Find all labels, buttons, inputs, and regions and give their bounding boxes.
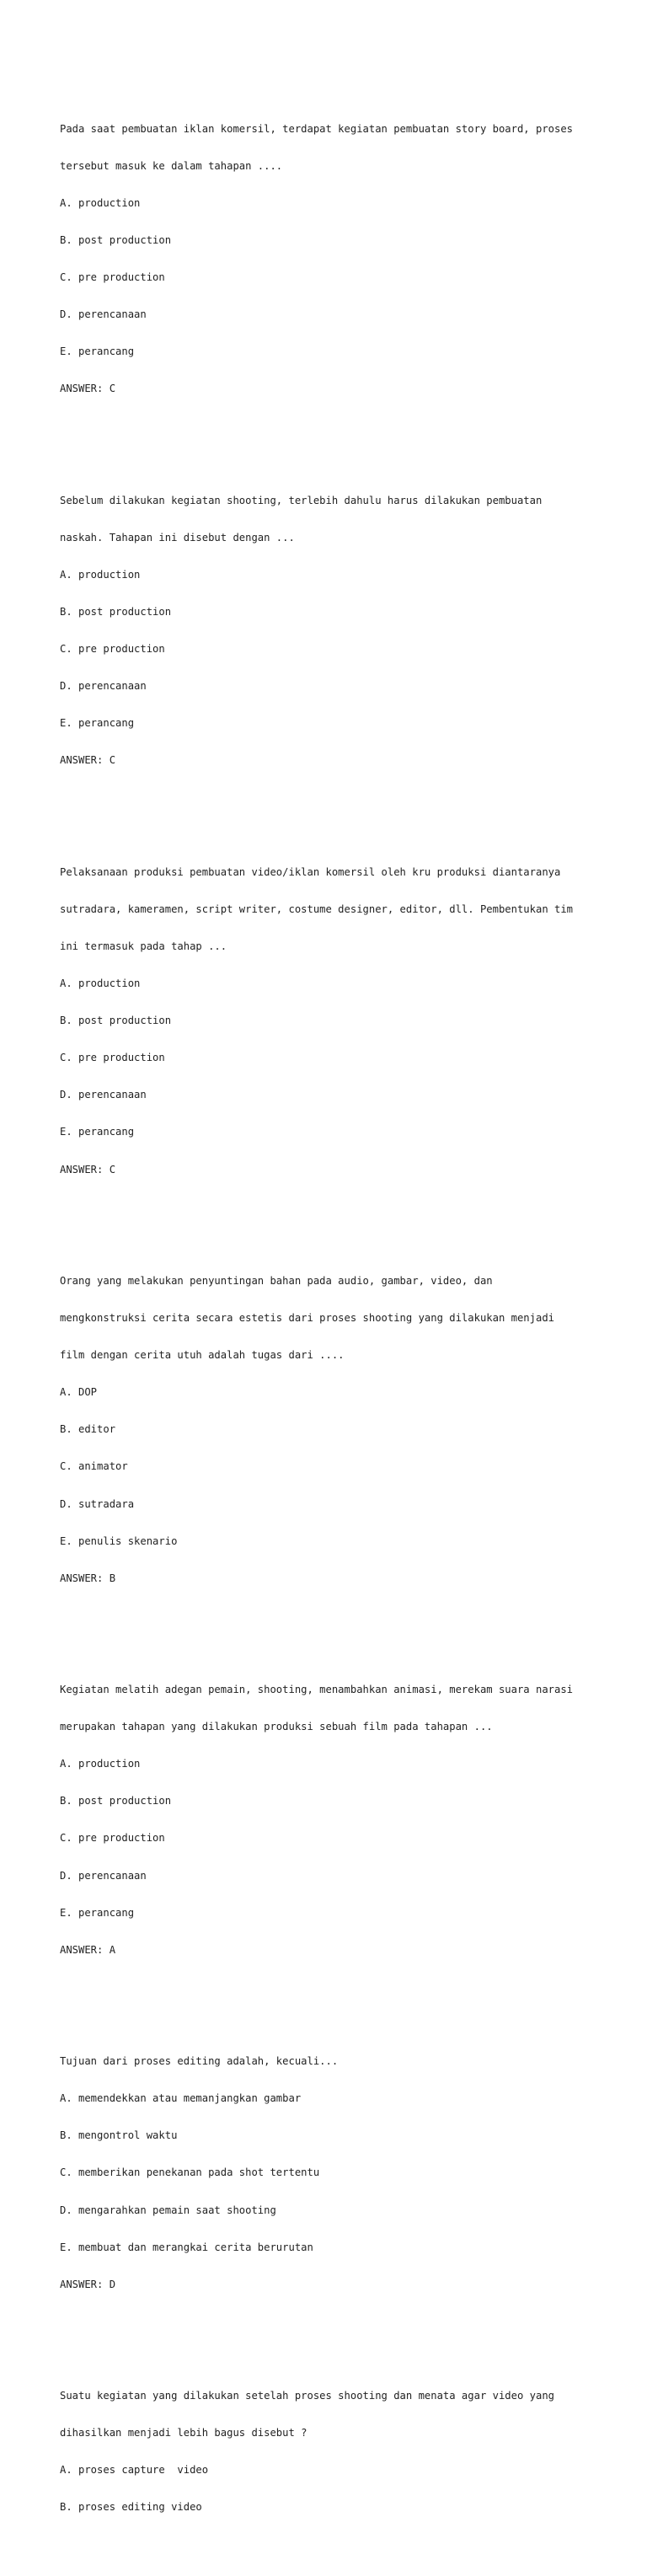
answer-key: ANSWER: C: [60, 383, 116, 395]
question-1: [60, 98, 599, 420]
option-c: C. pre production: [60, 1052, 165, 1064]
question-text-line: ini termasuk pada tahap ...: [60, 940, 227, 952]
question-text-line: Tujuan dari proses editing adalah, kecuali...: [60, 2055, 339, 2068]
option-a: A. production: [60, 568, 141, 581]
option-d: D. sutradara: [60, 1497, 135, 1510]
option-b: B. post production: [60, 1795, 172, 1807]
option-d: D. perencanaan: [60, 1869, 147, 1882]
option-a: A. production: [60, 977, 141, 989]
option-c: C. pre production: [60, 270, 165, 283]
question-4: [60, 1250, 599, 1609]
question-text-line: tersebut masuk ke dalam tahapan ....: [60, 159, 283, 172]
question-text-line: naskah. Tahapan ini disebut dengan ...: [60, 531, 295, 544]
answer-key: ANSWER: B: [60, 1572, 116, 1584]
answer-key: ANSWER: D: [60, 2278, 116, 2290]
option-d: D. perencanaan: [60, 308, 147, 321]
option-b: B. mengontrol waktu: [60, 2129, 178, 2142]
question-text-line: Sebelum dilakukan kegiatan shooting, terlebih dahulu harus dilakukan pembuatan: [60, 494, 543, 506]
question-6: [60, 2031, 599, 2316]
question-5: [60, 1659, 599, 1981]
option-e: E. membuat dan merangkai cerita berurutan: [60, 2241, 313, 2253]
answer-key: ANSWER: C: [60, 754, 116, 767]
option-b: B. post production: [60, 1015, 172, 1027]
option-d: D. mengarahkan pemain saat shooting: [60, 2204, 276, 2216]
question-7: [60, 2365, 599, 2539]
option-a: A. DOP: [60, 1386, 98, 1399]
question-text-line: mengkonstruksi cerita secara estetis dari proses shooting yang dilakukan menjadi: [60, 1311, 554, 1324]
question-text-line: merupakan tahapan yang dilakukan produksi sebuah film pada tahapan ...: [60, 1721, 493, 1733]
option-c: C. pre production: [60, 1832, 165, 1845]
option-b: B. proses editing video: [60, 2501, 202, 2514]
question-text-line: dihasilkan menjadi lebih bagus disebut ?: [60, 2427, 307, 2439]
question-text-line: Kegiatan melatih adegan pemain, shooting, menambahkan animasi, merekam suara narasi: [60, 1684, 574, 1696]
answer-key: ANSWER: A: [60, 1943, 116, 1956]
option-a: A. memendekkan atau memanjangkan gambar: [60, 2092, 302, 2105]
option-c: C. memberikan penekanan pada shot tertentu: [60, 2166, 320, 2179]
option-e: E. perancang: [60, 717, 135, 730]
option-a: A. production: [60, 1758, 141, 1770]
option-c: C. animator: [60, 1460, 128, 1473]
question-text-line: film dengan cerita utuh adalah tugas dari ....: [60, 1349, 345, 1362]
document-page: [60, 61, 599, 2576]
option-a: A. proses capture video: [60, 2464, 209, 2477]
question-text-line: Orang yang melakukan penyuntingan bahan pada audio, gambar, video, dan: [60, 1274, 493, 1287]
question-text-line: Pelaksanaan produksi pembuatan video/iklan komersil oleh kru produksi diantaranya: [60, 865, 561, 878]
question-text-line: Pada saat pembuatan iklan komersil, terdapat kegiatan pembuatan story board, proses: [60, 122, 574, 135]
option-e: E. perancang: [60, 345, 135, 358]
option-b: B. post production: [60, 605, 172, 618]
option-d: D. perencanaan: [60, 1089, 147, 1101]
option-b: B. post production: [60, 233, 172, 246]
option-e: E. perancang: [60, 1906, 135, 1919]
option-a: A. production: [60, 196, 141, 209]
question-text-line: sutradara, kameramen, script writer, costume designer, editor, dll. Pembentukan tim: [60, 902, 574, 915]
question-2: [60, 469, 599, 791]
option-c: C. pre production: [60, 643, 165, 656]
answer-key: ANSWER: C: [60, 1163, 116, 1176]
option-d: D. perencanaan: [60, 680, 147, 693]
question-3: [60, 841, 599, 1200]
option-e: E. perancang: [60, 1126, 135, 1138]
question-text-line: Suatu kegiatan yang dilakukan setelah proses shooting dan menata agar video yang: [60, 2390, 554, 2402]
option-e: E. penulis skenario: [60, 1534, 178, 1547]
option-b: B. editor: [60, 1423, 116, 1436]
